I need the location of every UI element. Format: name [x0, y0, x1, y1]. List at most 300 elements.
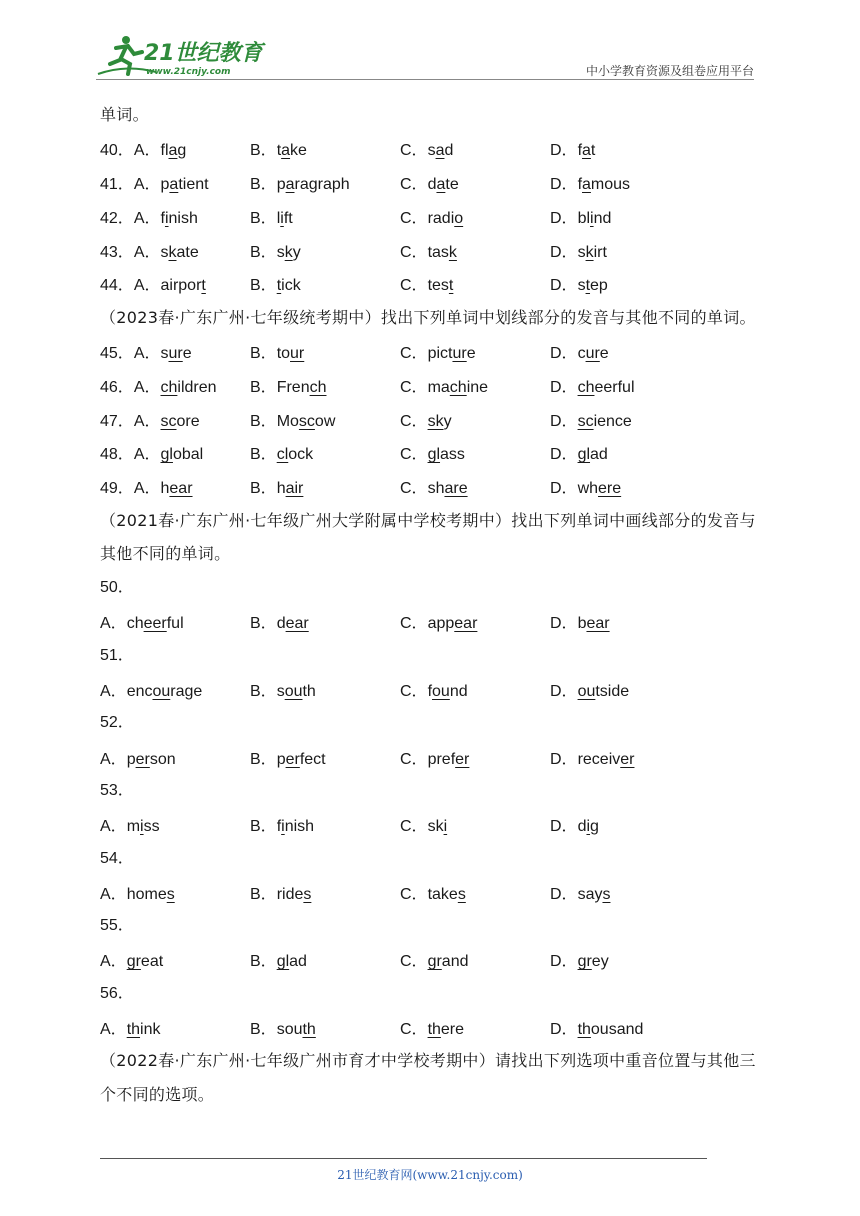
word-prefix: s [276, 682, 285, 700]
option-letter: B． [250, 1020, 277, 1038]
question-number: 54． [100, 849, 134, 867]
word-prefix: b [577, 615, 587, 633]
underlined-part: th [126, 1020, 141, 1038]
option-b [250, 813, 400, 836]
word-prefix: pict [427, 344, 453, 362]
word-prefix: radi [427, 209, 455, 227]
word-prefix: home [126, 885, 167, 903]
word-suffix: mous [590, 175, 631, 193]
option-c [400, 340, 550, 363]
option-c [400, 746, 550, 769]
option-letter: B． [250, 953, 277, 971]
word-prefix: f [160, 209, 165, 227]
option-d [550, 610, 700, 633]
option-letter: C． [400, 142, 428, 160]
option-a [100, 813, 250, 836]
word-suffix: e [599, 344, 609, 362]
option-a [100, 239, 250, 262]
word-prefix: tes [427, 277, 449, 295]
question-row [100, 267, 762, 301]
underlined-part: sc [160, 412, 177, 430]
underlined-part: ch [160, 378, 178, 396]
underlined-part: ur [452, 344, 467, 362]
word-prefix: say [577, 885, 603, 903]
underlined-part: sc [577, 412, 594, 430]
question-number: 52． [100, 714, 134, 732]
underlined-part: i [164, 209, 169, 227]
word-suffix: ad [590, 446, 608, 464]
question-number: 45． [100, 344, 134, 362]
question-number: 44． [100, 277, 134, 295]
underlined-part: t [585, 277, 591, 295]
option-letter: A． [133, 175, 161, 193]
word-prefix: f [276, 818, 282, 836]
header-divider [96, 79, 754, 80]
word-prefix: s [427, 142, 436, 160]
word-suffix: ere [440, 1020, 465, 1038]
underlined-part: i [281, 818, 285, 836]
option-letter: A． [100, 953, 127, 971]
word-prefix: s [160, 344, 169, 362]
question-row [100, 605, 762, 639]
option-c [400, 205, 550, 228]
word-prefix: f [427, 682, 433, 700]
option-letter: C． [400, 682, 428, 700]
word-suffix: ke [290, 142, 307, 160]
option-letter: D． [550, 480, 578, 498]
word-suffix: ey [591, 953, 609, 971]
word-suffix: th [302, 682, 316, 700]
option-a [100, 408, 250, 431]
option-d [550, 1016, 700, 1039]
underlined-part: ur [585, 344, 600, 362]
word-prefix: sou [276, 1020, 303, 1038]
word-prefix: c [577, 344, 586, 362]
option-letter: C． [400, 480, 428, 498]
option-letter: B． [250, 615, 277, 633]
word-prefix: h [160, 480, 170, 498]
site-logo [96, 34, 266, 78]
option-letter: D． [550, 750, 578, 768]
underlined-part: ear [285, 615, 309, 633]
question-number: 43． [100, 243, 134, 261]
option-letter: A． [100, 615, 127, 633]
question-row [100, 166, 762, 200]
underlined-part: i [590, 209, 594, 227]
option-b [250, 475, 400, 498]
question-number: 50． [100, 579, 134, 597]
word-suffix: irt [593, 243, 607, 261]
word-suffix: ink [140, 1020, 161, 1038]
word-suffix: obal [172, 446, 204, 464]
option-letter: A． [100, 1020, 127, 1038]
word-suffix: fect [299, 750, 326, 768]
instruction-4: （2022春·广东广州·七年级广州市育才中学校考期中）请找出下列选项中重音位置与其他三个不同的选项。 [100, 1051, 756, 1105]
option-d [550, 340, 700, 363]
word-prefix: fl [160, 142, 169, 160]
word-suffix: y [292, 243, 301, 261]
word-suffix: ience [593, 412, 632, 430]
underlined-part: k [585, 243, 594, 261]
word-prefix: wh [577, 480, 599, 498]
question-number: 41． [100, 175, 134, 193]
option-a [100, 171, 250, 194]
option-letter: B． [250, 412, 277, 430]
option-letter: C． [400, 243, 428, 261]
option-letter: D． [550, 953, 578, 971]
question-number: 47． [100, 412, 134, 430]
word-suffix: ine [466, 378, 489, 396]
underlined-part: er [620, 750, 635, 768]
underlined-part: ear [454, 615, 478, 633]
option-a [100, 746, 250, 769]
underlined-part: a [582, 175, 591, 193]
word-prefix: s [577, 277, 586, 295]
option-letter: D． [550, 209, 578, 227]
underlined-part: a [281, 142, 291, 160]
word-prefix: p [276, 750, 286, 768]
question-row [100, 943, 762, 977]
underlined-part: gr [577, 953, 592, 971]
option-d [550, 171, 700, 194]
option-d [550, 678, 700, 701]
option-letter: D． [550, 446, 578, 464]
option-d [550, 239, 700, 262]
option-letter: D． [550, 175, 578, 193]
option-c [400, 239, 550, 262]
word-prefix: d [577, 818, 587, 836]
option-letter: B． [250, 243, 277, 261]
option-letter: D． [550, 885, 578, 903]
option-a [100, 137, 250, 160]
word-prefix: sk [427, 818, 444, 836]
underlined-part: o [454, 209, 464, 227]
option-letter: C． [400, 615, 428, 633]
underlined-part: sk [427, 412, 444, 430]
underlined-part: cl [276, 446, 289, 464]
option-letter: B． [250, 885, 277, 903]
option-letter: A． [133, 209, 161, 227]
option-b [250, 610, 400, 633]
question-number: 40． [100, 142, 134, 160]
underlined-part: t [201, 277, 206, 295]
question-group-3 [100, 571, 762, 1044]
option-letter: B． [250, 142, 277, 160]
question-row [100, 233, 762, 267]
underlined-part: gl [160, 446, 173, 464]
underlined-part: k [448, 243, 457, 261]
option-a [100, 340, 250, 363]
option-b [250, 1016, 400, 1039]
option-b [250, 272, 400, 295]
word-suffix: ock [288, 446, 314, 464]
page-header [0, 0, 860, 90]
option-letter: C． [400, 1020, 428, 1038]
option-letter: C． [400, 209, 428, 227]
underlined-part: gl [577, 446, 591, 464]
word-suffix: e [466, 344, 476, 362]
underlined-part: gl [427, 446, 441, 464]
underlined-part: s [303, 885, 312, 903]
footer-text: 21世纪教育网(www.21cnjy.com) [337, 1168, 523, 1182]
option-a [100, 881, 250, 904]
option-letter: A． [100, 750, 127, 768]
option-a [100, 374, 250, 397]
word-suffix: nish [168, 209, 198, 227]
underlined-part: ou [432, 682, 450, 700]
option-letter: A． [133, 277, 161, 295]
option-b [250, 205, 400, 228]
word-prefix: Mo [276, 412, 299, 430]
underlined-part: sc [298, 412, 315, 430]
underlined-part: s [602, 885, 611, 903]
question-group-1 [100, 132, 762, 301]
option-letter: C． [400, 378, 428, 396]
option-d [550, 374, 700, 397]
underlined-part: ur [290, 344, 305, 362]
option-letter: C． [400, 412, 428, 430]
question-number: 55． [100, 917, 134, 935]
option-letter: C． [400, 953, 428, 971]
word-prefix: f [577, 142, 583, 160]
word-suffix: g [590, 818, 599, 836]
word-suffix: nish [284, 818, 315, 836]
question-row [100, 199, 762, 233]
word-suffix: ss [143, 818, 160, 836]
option-letter: B． [250, 175, 277, 193]
underlined-part: er [455, 750, 470, 768]
underlined-part: gr [126, 953, 141, 971]
question-number: 51． [100, 646, 134, 664]
option-b [250, 239, 400, 262]
instruction-3: （2021春·广东广州·七年级广州大学附属中学校考期中）找出下列单词中画线部分的发音与其他不同的单词。 [100, 510, 756, 564]
word-prefix: ride [276, 885, 304, 903]
question-row [100, 470, 762, 504]
question-number: 49． [100, 480, 134, 498]
option-a [100, 441, 250, 464]
word-suffix: ass [440, 446, 465, 464]
word-prefix: l [276, 209, 281, 227]
word-suffix: ousand [590, 1020, 644, 1038]
underlined-part: k [284, 243, 293, 261]
option-a [100, 948, 250, 971]
option-d [550, 881, 700, 904]
option-b [250, 408, 400, 431]
option-letter: B． [250, 378, 277, 396]
underlined-part: ou [577, 682, 596, 700]
header-platform-text: 中小学教育资源及组卷应用平台 [585, 64, 754, 78]
word-prefix: m [126, 818, 141, 836]
question-number: 56． [100, 984, 134, 1002]
footer-divider [100, 1158, 707, 1159]
word-suffix: te [445, 175, 459, 193]
logo-url: www.21cnjy.com [146, 67, 231, 77]
word-suffix: ildren [177, 378, 217, 396]
logo-text: 21世纪教育 [144, 41, 263, 66]
option-letter: D． [550, 243, 578, 261]
word-prefix: sh [427, 480, 445, 498]
option-letter: B． [250, 277, 277, 295]
question-row [100, 335, 762, 369]
option-c [400, 408, 550, 431]
word-suffix: g [177, 142, 187, 160]
word-suffix: ad [289, 953, 307, 971]
option-letter: B． [250, 480, 277, 498]
option-letter: A． [100, 885, 127, 903]
word-prefix: tas [427, 243, 449, 261]
word-suffix: y [443, 412, 452, 430]
word-prefix: t [276, 142, 282, 160]
underlined-part: th [427, 1020, 441, 1038]
question-row [100, 673, 762, 707]
word-suffix: nd [449, 682, 468, 700]
option-letter: C． [400, 446, 428, 464]
option-b [250, 948, 400, 971]
option-d [550, 137, 700, 160]
option-a [100, 205, 250, 228]
option-b [250, 137, 400, 160]
word-prefix: s [577, 243, 586, 261]
option-letter: B． [250, 682, 277, 700]
option-c [400, 137, 550, 160]
word-prefix: p [276, 175, 286, 193]
underlined-part: er [135, 750, 150, 768]
option-letter: A． [133, 412, 161, 430]
word-suffix: eerful [594, 378, 635, 396]
option-c [400, 678, 550, 701]
word-suffix: d [444, 142, 454, 160]
question-row [100, 875, 762, 909]
underlined-part: a [436, 175, 446, 193]
option-b [250, 171, 400, 194]
underlined-part: s [457, 885, 466, 903]
word-suffix: eat [140, 953, 164, 971]
word-prefix: to [276, 344, 291, 362]
question-row [100, 402, 762, 436]
option-a [100, 678, 250, 701]
word-suffix: ragraph [294, 175, 350, 193]
word-prefix: receiv [577, 750, 621, 768]
section-tail: 单词。 [100, 105, 149, 124]
option-d [550, 746, 700, 769]
option-letter: B． [250, 446, 277, 464]
word-suffix: e [182, 344, 192, 362]
word-prefix: f [577, 175, 583, 193]
option-c [400, 881, 550, 904]
word-prefix: enc [126, 682, 153, 700]
option-c [400, 948, 550, 971]
option-letter: C． [400, 344, 428, 362]
word-prefix: take [427, 885, 458, 903]
option-letter: D． [550, 142, 578, 160]
underlined-part: ear [586, 615, 610, 633]
option-c [400, 272, 550, 295]
word-suffix: son [149, 750, 176, 768]
word-prefix: p [160, 175, 170, 193]
question-row [100, 740, 762, 774]
option-letter: A． [100, 818, 127, 836]
option-c [400, 1016, 550, 1039]
word-prefix: s [160, 243, 169, 261]
underlined-part: gl [276, 953, 290, 971]
underlined-part: ear [169, 480, 193, 498]
question-group-2 [100, 335, 762, 504]
underlined-part: k [168, 243, 177, 261]
underlined-part: th [577, 1020, 591, 1038]
word-prefix: p [126, 750, 136, 768]
question-number: 42． [100, 209, 134, 227]
word-suffix: ore [176, 412, 200, 430]
underlined-part: ch [449, 378, 467, 396]
word-prefix: d [276, 615, 286, 633]
option-letter: D． [550, 378, 578, 396]
question-row [100, 368, 762, 402]
underlined-part: ur [168, 344, 183, 362]
option-letter: A． [133, 243, 161, 261]
option-d [550, 475, 700, 498]
option-letter: D． [550, 818, 578, 836]
underlined-part: ch [577, 378, 595, 396]
option-c [400, 171, 550, 194]
underlined-part: gr [427, 953, 442, 971]
option-d [550, 441, 700, 464]
word-suffix: ful [166, 615, 184, 633]
option-letter: C． [400, 885, 428, 903]
word-prefix: ch [126, 615, 144, 633]
option-c [400, 610, 550, 633]
underlined-part: th [302, 1020, 316, 1038]
word-suffix: rage [170, 682, 203, 700]
option-b [250, 441, 400, 464]
question-row [100, 808, 762, 842]
document-body [100, 98, 762, 1112]
option-d [550, 272, 700, 295]
question-number: 53． [100, 781, 134, 799]
option-d [550, 408, 700, 431]
word-suffix: ick [281, 277, 301, 295]
option-letter: A． [133, 142, 161, 160]
option-letter: B． [250, 750, 277, 768]
underlined-part: a [582, 142, 591, 160]
underlined-part: t [276, 277, 282, 295]
option-letter: C． [400, 818, 428, 836]
option-a [100, 1016, 250, 1039]
option-letter: A． [133, 446, 161, 464]
underlined-part: air [285, 480, 304, 498]
option-b [250, 340, 400, 363]
option-letter: D． [550, 682, 578, 700]
word-prefix: ma [427, 378, 450, 396]
word-prefix: s [276, 243, 285, 261]
word-suffix: tside [595, 682, 630, 700]
option-a [100, 272, 250, 295]
underlined-part: i [443, 818, 448, 836]
option-letter: A． [133, 480, 161, 498]
question-number: 48． [100, 446, 134, 464]
word-prefix: pref [427, 750, 456, 768]
question-row [100, 1011, 762, 1045]
option-c [400, 475, 550, 498]
word-prefix: app [427, 615, 455, 633]
option-letter: D． [550, 615, 578, 633]
word-suffix: ate [176, 243, 199, 261]
underlined-part: a [168, 142, 178, 160]
option-d [550, 205, 700, 228]
word-prefix: h [276, 480, 286, 498]
option-c [400, 813, 550, 836]
underlined-part: er [285, 750, 300, 768]
underlined-part: eer [143, 615, 167, 633]
